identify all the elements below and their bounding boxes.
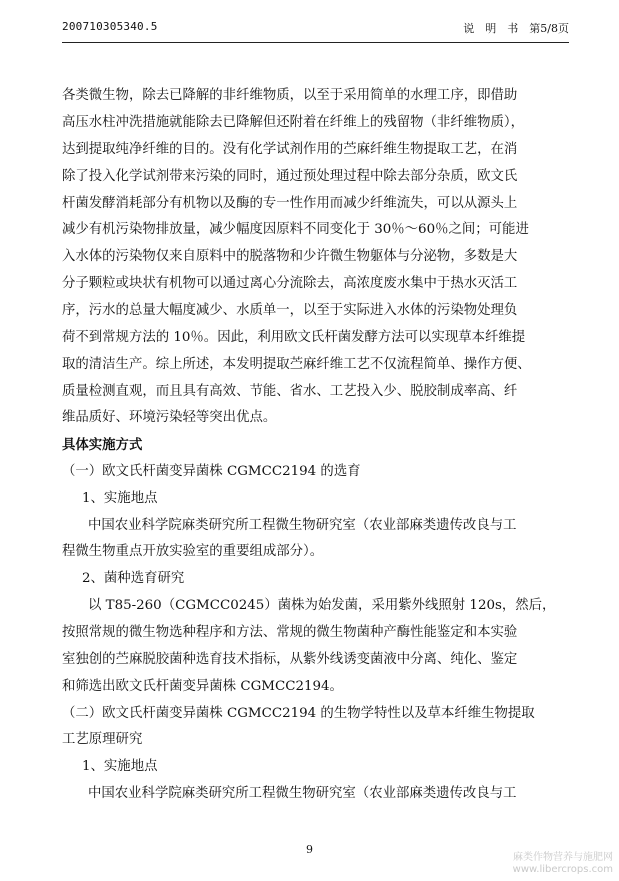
text-line: 各类微生物，除去已降解的非纤维物质，以至于采用简单的水理工序，即借助	[62, 88, 518, 103]
text-line: 分子颗粒或块状有机物可以通过离心分流除去，高浓度废水集中于热水灭活工	[62, 276, 518, 291]
text-line: 维品质好、环境污染轻等突出优点。	[62, 410, 277, 425]
text-line: 取的清洁生产。综上所述，本发明提取苎麻纤维工艺不仅流程简单、操作方便、	[62, 357, 531, 372]
text-line: 程微生物重点开放实验室的重要组成部分）。	[62, 544, 324, 559]
watermark-url: www.libercrops.com	[512, 864, 613, 875]
text-line: 序，污水的总量大幅度减少、水质单一，以至于实际进入水体的污染物处理负	[62, 303, 518, 318]
item-heading: 1、实施地点	[82, 491, 158, 506]
text-line: 杆菌发酵消耗部分有机物以及酶的专一性作用而减少纤维流失，可以从源头上	[62, 196, 518, 211]
text-line: 达到提取纯净纤维的目的。没有化学试剂作用的苎麻纤维生物提取工艺，在消	[62, 142, 518, 157]
text-line: 高压水柱冲洗措施就能除去已降解但还附着在纤维上的残留物（非纤维物质），	[62, 115, 524, 130]
text-line: 和筛选出欧文氏杆菌变异菌株 CGMCC2194。	[62, 679, 343, 694]
text-line: 减少有机污染物排放量，减少幅度因原料不同变化于 30％～60％之间；可能进	[62, 222, 529, 237]
text-line: 室独创的苎麻脱胶菌种选育技术指标，从紫外线诱变菌液中分离、纯化、鉴定	[62, 652, 518, 667]
subsection-heading: （一）欧文氏杆菌变异菌株 CGMCC2194 的选育	[62, 464, 361, 479]
watermark	[513, 852, 613, 876]
subsection-heading-cont: 工艺原理研究	[62, 732, 143, 747]
text-line: 中国农业科学院麻类研究所工程微生物研究室（农业部麻类遗传改良与工	[88, 786, 517, 801]
text-line: 入水体的污染物仅来自原料中的脱落物和少许微生物躯体与分泌物，多数是大	[62, 249, 518, 264]
section-and-page: 说 明 书 第5/8页	[463, 22, 569, 35]
header-rule	[62, 42, 569, 43]
text-line: 质量检测直观，而且具有高效、节能、省水、工艺投入少、脱胶制成率高、纤	[62, 384, 518, 399]
text-line: 荷不到常规方法的 10％。因此，利用欧文氏杆菌发酵方法可以实现草本纤维提	[62, 330, 526, 345]
text-line: 中国农业科学院麻类研究所工程微生物研究室（农业部麻类遗传改良与工	[88, 518, 517, 533]
item-heading: 2、菌种选育研究	[82, 571, 185, 586]
section-heading: 具体实施方式	[62, 437, 143, 453]
watermark-title: 麻类作物营养与施肥网	[513, 852, 613, 863]
patent-number: 200710305340.5	[62, 20, 158, 33]
text-line: 按照常规的微生物选种程序和方法、常规的微生物菌种产酶性能鉴定和本实验	[62, 625, 518, 640]
text-line: 除了投入化学试剂带来污染的同时，通过预处理过程中除去部分杂质，欧文氏	[62, 169, 518, 184]
item-heading: 1、实施地点	[82, 759, 158, 774]
subsection-heading: （二）欧文氏杆菌变异菌株 CGMCC2194 的生物学特性以及草本纤维生物提取	[62, 706, 535, 721]
text-line: 以 T85-260（CGMCC0245）菌株为始发菌，采用紫外线照射 120s，然后，	[88, 598, 556, 613]
page-number: 9	[306, 843, 313, 856]
